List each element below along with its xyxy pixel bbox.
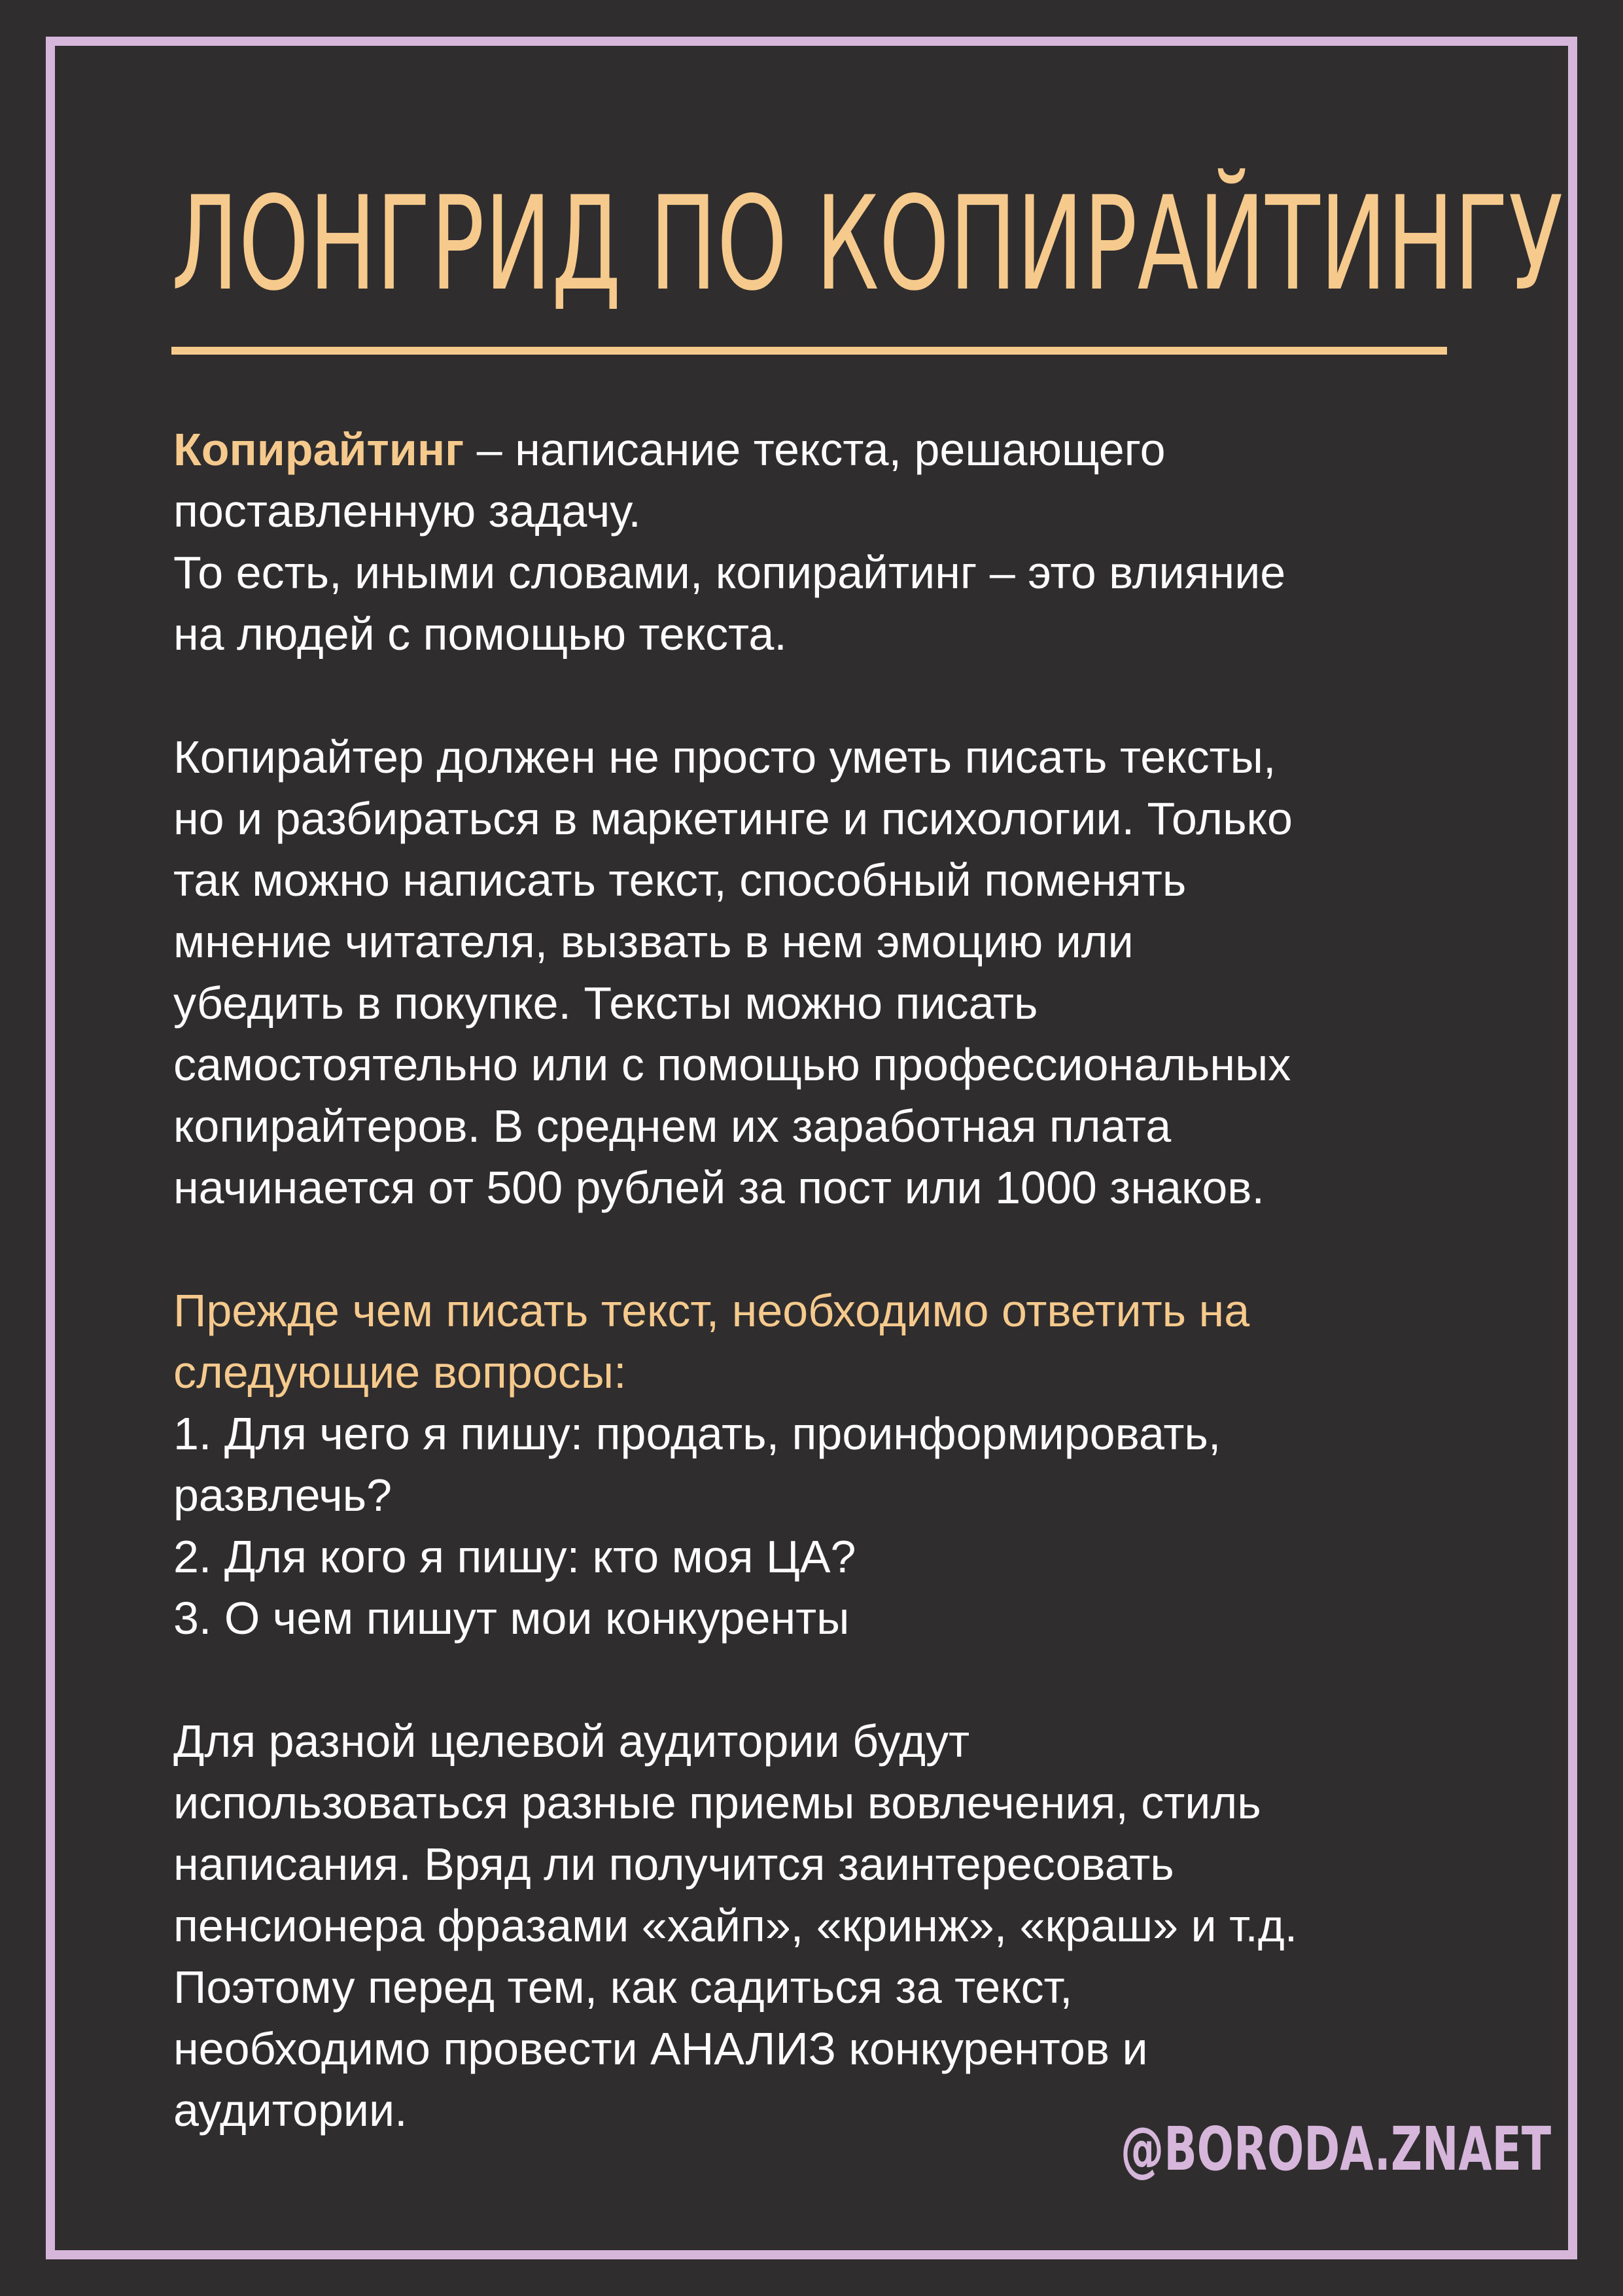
intro-line bbox=[173, 419, 1508, 480]
intro-line: на людей с помощью текста. bbox=[173, 609, 787, 660]
paragraph-line: убедить в покупке. Тексты можно писать bbox=[173, 978, 1038, 1029]
paragraph-gap bbox=[173, 1649, 1508, 1710]
paragraph-line: но и разбираться в маркетинге и психологии. Только bbox=[173, 793, 1293, 844]
paragraph-line: начинается от 500 рублей за пост или 1000 знаков. bbox=[173, 1162, 1265, 1213]
term-highlight: Копирайтинг bbox=[173, 424, 464, 475]
intro-line: поставленную задачу. bbox=[173, 486, 641, 537]
paragraph-line: так можно написать текст, способный поменять bbox=[173, 855, 1187, 906]
paragraph-gap bbox=[173, 1218, 1508, 1280]
paragraph-line: мнение читателя, вызвать в нем эмоцию или bbox=[173, 916, 1134, 967]
paragraph-line: необходимо провести АНАЛИЗ конкурентов и bbox=[173, 2023, 1148, 2074]
paragraph-line: копирайтеров. В среднем их заработная плата bbox=[173, 1101, 1172, 1152]
article-body bbox=[173, 419, 1508, 2141]
paragraph-line: Копирайтер должен не просто уметь писать тексты, bbox=[173, 732, 1276, 783]
paragraph-line: самостоятельно или с помощью профессиональных bbox=[173, 1039, 1291, 1090]
questions-section bbox=[173, 1280, 1508, 1649]
paragraph-line: Поэтому перед тем, как садиться за текст, bbox=[173, 1962, 1073, 2013]
copywriter-paragraph bbox=[173, 726, 1508, 1218]
question-item: 1. Для чего я пишу: продать, проинформировать, bbox=[173, 1408, 1221, 1459]
paragraph-line: аудитории. bbox=[173, 2085, 408, 2136]
question-item: 2. Для кого я пишу: кто моя ЦА? bbox=[173, 1531, 856, 1582]
intro-line: То есть, иными словами, копирайтинг – это влияние bbox=[173, 547, 1286, 598]
question-item: 3. О чем пишут мои конкуренты bbox=[173, 1593, 850, 1644]
title-underline bbox=[171, 347, 1447, 355]
paragraph-gap bbox=[173, 665, 1508, 726]
question-item: развлечь? bbox=[173, 1470, 393, 1521]
paragraph-line: Для разной целевой аудитории будут bbox=[173, 1716, 970, 1767]
paragraph-line: написания. Вряд ли получится заинтересовать bbox=[173, 1839, 1174, 1890]
questions-heading: Прежде чем писать текст, необходимо ответить на bbox=[173, 1285, 1250, 1336]
author-handle: @BORODA.ZNAET bbox=[1120, 2114, 1551, 2184]
audience-paragraph bbox=[173, 1710, 1508, 2141]
page-title: ЛОНГРИД ПО КОПИРАЙТИНГУ bbox=[171, 168, 1563, 319]
questions-heading: следующие вопросы: bbox=[173, 1347, 627, 1398]
paragraph-line: использоваться разные приемы вовлечения, стиль bbox=[173, 1777, 1261, 1828]
intro-paragraph bbox=[173, 419, 1508, 665]
intro-definition: – написание текста, решающего bbox=[464, 424, 1166, 475]
paragraph-line: пенсионера фразами «хайп», «кринж», «краш» и т.д. bbox=[173, 1900, 1298, 1951]
